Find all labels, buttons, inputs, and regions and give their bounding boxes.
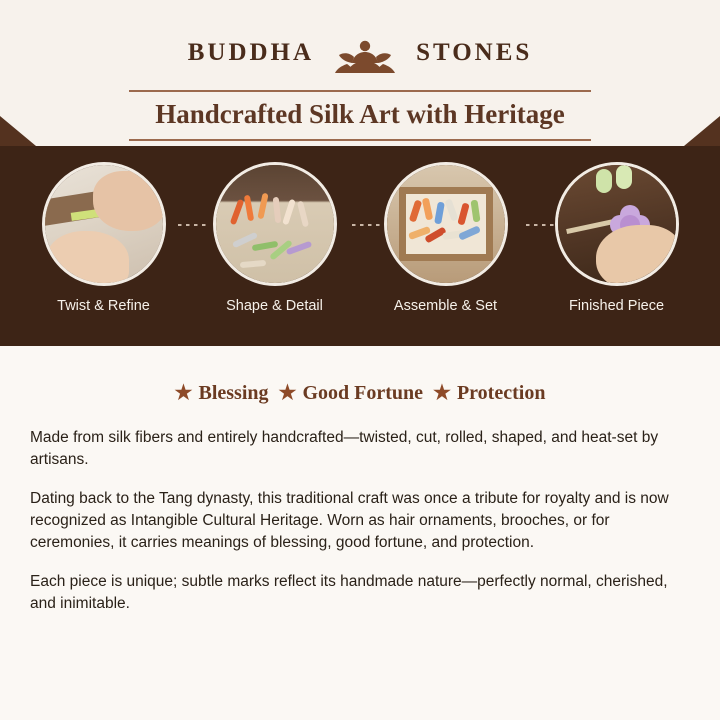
finished-flower-photo [555, 162, 679, 286]
step-item [541, 162, 693, 314]
brand-logo [0, 30, 720, 76]
title-wrap [0, 90, 720, 141]
twisting-silk-photo [42, 162, 166, 286]
step-label: Assemble & Set [393, 298, 498, 314]
step-label: Twist & Refine [57, 298, 150, 314]
star-icon: ★ [278, 382, 297, 404]
brand-word-left: BUDDHA [187, 39, 315, 66]
star-icon: ★ [433, 382, 451, 404]
star-icon: ★ [174, 382, 193, 404]
header-band [0, 0, 720, 146]
step-label: Finished Piece [568, 298, 665, 314]
corner-wedge-right [684, 116, 720, 146]
page-title: Handcrafted Silk Art with Heritage [129, 90, 590, 141]
step-item [199, 162, 351, 314]
benefit-label: Good Fortune [302, 382, 424, 404]
connector-dots [352, 224, 382, 226]
step-item [370, 162, 522, 314]
corner-wedge-left [0, 116, 36, 146]
description-paragraph: Made from silk fibers and entirely handcrafted—twisted, cut, rolled, shaped, and heat-set by artisans. [30, 429, 659, 468]
shaping-detail-photo [213, 162, 337, 286]
description-section [0, 346, 720, 720]
step-item [28, 162, 180, 314]
description-paragraph: Each piece is unique; subtle marks reflect its handmade nature—perfectly normal, cherished, and inimitable. [30, 573, 668, 612]
process-steps [0, 146, 720, 346]
step-label: Shape & Detail [226, 298, 323, 314]
assembly-tray-photo [384, 162, 508, 286]
benefit-label: Protection [456, 382, 546, 404]
lotus-meditation-icon [332, 30, 398, 76]
connector-dots [526, 224, 556, 226]
description-paragraph: Dating back to the Tang dynasty, this traditional craft was once a tribute for royalty and is now recognized as Intangible Cultural Heritage. Worn as hair ornaments, brooches, or for ceremonies, it carries meanings of blessing, good fortune, and protection. [30, 490, 669, 551]
benefits-row [30, 380, 690, 405]
benefit-label: Blessing [198, 382, 269, 404]
brand-word-right: STONES [416, 39, 533, 66]
connector-dots [178, 224, 208, 226]
